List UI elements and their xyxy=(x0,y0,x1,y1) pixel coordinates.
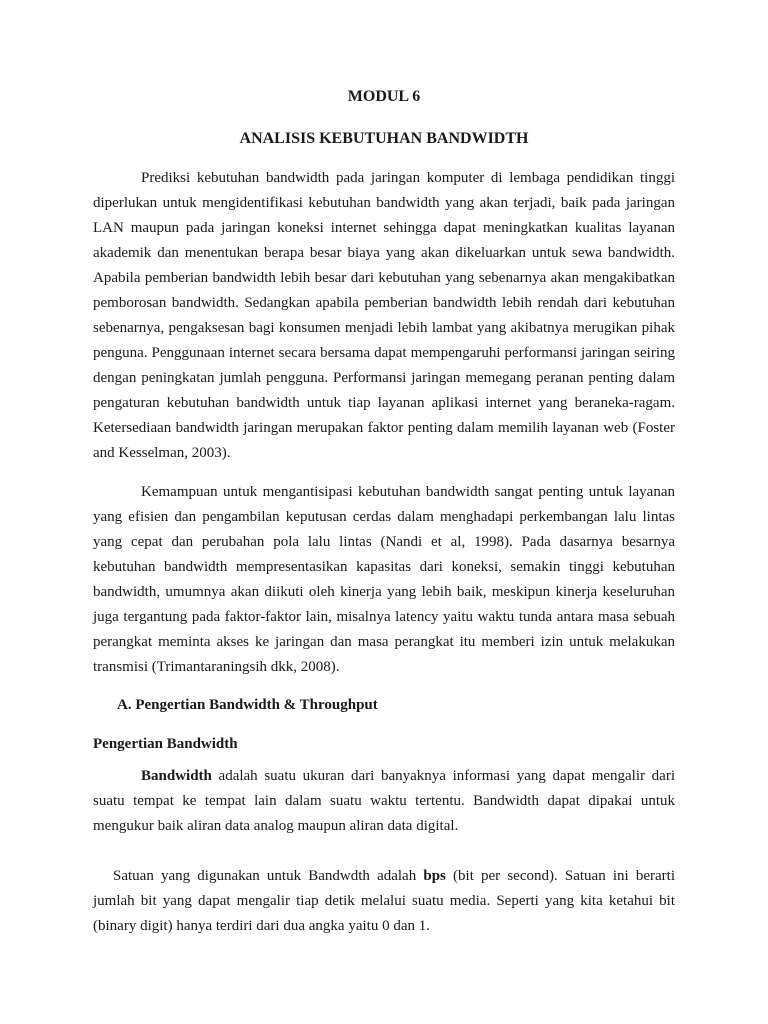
sub-heading: Pengertian Bandwidth xyxy=(93,736,238,752)
page-subtitle: ANALISIS KEBUTUHAN BANDWIDTH xyxy=(239,130,529,147)
paragraph-4-before: Satuan yang digunakan untuk Bandwdth adalah xyxy=(113,868,424,884)
section-heading: A. Pengertian Bandwidth & Throughput xyxy=(117,697,378,713)
bandwidth-term: Bandwidth xyxy=(141,768,212,784)
paragraph-3-text: adalah suatu ukuran dari banyaknya informasi yang dapat mengalir dari suatu tempat ke tempat lain dalam suatu waktu tertentu. Bandwidth dapat dipakai untuk mengukur baik aliran data analog maupun aliran data digital. xyxy=(93,768,675,834)
page-title: MODUL 6 xyxy=(347,88,421,105)
bps-term: bps xyxy=(423,868,446,884)
paragraph-4 xyxy=(93,864,675,939)
paragraph-3 xyxy=(93,764,675,839)
paragraph-4-after: (bit per second). Satuan ini berarti jumlah bit yang dapat mengalir tiap detik melalui suatu media. Seperti yang kita ketahui bit (binary digit) hanya terdiri dari dua angka yaitu 0 dan 1. xyxy=(93,868,675,934)
paragraph-1: Prediksi kebutuhan bandwidth pada jaringan komputer di lembaga pendidikan tinggi diperlukan untuk mengidentifikasi kebutuhan bandwidth yang akan terjadi, baik pada jaringan LAN maupun pada jaringan koneksi internet sehingga dapat meningkatkan kualitas layanan akademik dan menentukan berapa besar biaya yang akan dikeluarkan untuk sewa bandwidth. Apabila pemberian bandwidth lebih besar dari kebutuhan yang sebenarnya akan mengakibatkan pemborosan bandwidth. Sedangkan apabila pemberian bandwidth lebih rendah dari kebutuhan sebenarnya, pengaksesan bagi konsumen menjadi lebih lambat yang akibatnya merugikan pihak penguna. Penggunaan internet secara bersama dapat mempengaruhi performansi jaringan seiring dengan peningkatan jumlah pengguna. Performansi jaringan memegang peranan penting dalam pengaturan kebutuhan bandwidth untuk tiap layanan aplikasi internet yang beraneka-ragam. Ketersediaan bandwidth jaringan merupakan faktor penting dalam memilih layanan web (Foster and Kesselman, 2003). xyxy=(93,170,675,461)
paragraph-2: Kemampuan untuk mengantisipasi kebutuhan bandwidth sangat penting untuk layanan yang efisien dan pengambilan keputusan cerdas dalam menghadapi perkembangan lalu lintas yang cepat dan perubahan pola lalu lintas (Nandi et al, 1998). Pada dasarnya besarnya kebutuhan bandwidth mempresentasikan kapasitas dari koneksi, semakin tinggi kebutuhan bandwidth, umumnya akan diikuti oleh kinerja yang lebih baik, meskipun kinerja keseluruhan juga tergantung pada faktor-faktor lain, misalnya latency yaitu waktu tunda antara masa sebuah perangkat meminta akses ke jaringan dan masa perangkat itu memberi izin untuk melakukan transmisi (Trimantaraningsih dkk, 2008). xyxy=(93,484,675,675)
